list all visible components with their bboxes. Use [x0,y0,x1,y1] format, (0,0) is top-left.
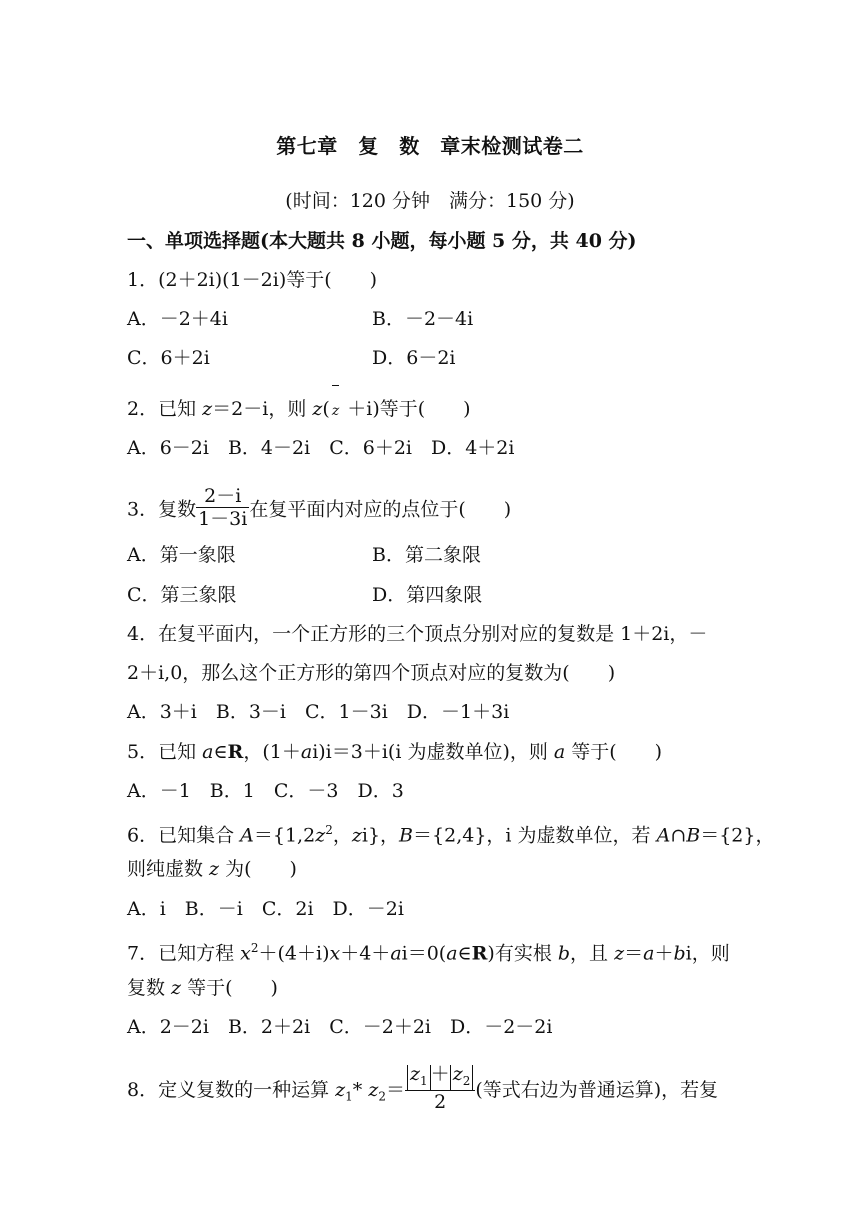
variable: a [553,741,566,763]
question-8-stem [127,1063,719,1116]
variable: B [686,824,701,847]
subscript: 2 [462,1073,471,1088]
variable: B [399,824,414,847]
text: i}， [361,824,400,847]
question-3-stem [127,485,512,533]
question-7-options: A．2－2i B．2＋2i C．－2＋2i D．－2－2i [127,1016,553,1038]
symbol: ∈ [213,741,228,763]
text: 2．已知 [127,398,203,420]
text: ＝ [624,942,644,965]
variable: z [614,942,625,965]
operator: * [352,1078,369,1101]
variable: z [209,858,220,880]
denominator: 1－3i [198,508,248,530]
question-1-option-a: A．－2＋4i [127,308,228,330]
variable: z [351,824,362,847]
variable: x [240,942,251,965]
conjugate [330,397,341,423]
text: ＋(4＋i) [258,942,330,965]
text: 3．复数 [127,498,197,521]
variable: z [315,824,326,847]
question-4-stem-line2: 2＋i,0，那么这个正方形的第四个顶点对应的复数为( ) [127,662,616,684]
modulus [407,1065,431,1090]
variable: A [656,824,671,847]
text: (等式右边为普通运算)，若复 [475,1078,719,1101]
text: 则纯虚数 [127,858,210,880]
exam-info: (时间：120 分钟 满分：150 分) [285,190,575,212]
exponent: 2 [250,941,259,955]
variable: a [300,741,313,763]
variable: b [673,942,686,965]
text: ＝{2}， [700,824,775,847]
question-1-option-d: D．6－2i [372,347,456,369]
variable: z [410,1063,421,1085]
variable: x [329,942,341,965]
text: ，且 [570,942,615,965]
question-1-option-c: C．6＋2i [127,347,210,369]
variable: z [452,1063,463,1085]
text: ＋i)等于( ) [341,398,471,420]
variable: z [202,398,213,420]
variable: z [312,398,323,420]
symbol: ∈ [457,942,472,965]
question-7-stem-line1 [127,936,730,965]
variable: z [335,1078,346,1101]
question-5-stem [127,740,662,764]
variable: A [240,824,254,847]
question-6-options: A．i B．－i C．2i D．－2i [127,898,404,920]
variable: a [446,942,458,965]
variable: a [390,942,402,965]
text: 6．已知集合 [127,824,241,847]
denominator: 2 [434,1090,447,1113]
text: 7．已知方程 [127,942,241,965]
text: i)i＝3＋i(i 为虚数单位)，则 [312,741,554,763]
question-3-option-a: A．第一象限 [127,544,236,566]
text: 等于( ) [565,741,663,763]
question-6-stem-line1 [127,818,774,847]
text: )有实根 [487,942,558,965]
real-set: R [471,942,488,965]
text: ＝{2,4}，i 为虚数单位，若 [413,824,657,847]
question-7-stem-line2 [127,976,278,1000]
text: i＝0( [401,942,447,965]
question-3-option-d: D．第四象限 [372,584,483,606]
section-heading: 一、单项选择题(本大题共 8 小题，每小题 5 分，共 40 分) [127,230,637,252]
text: 为( ) [219,858,297,880]
real-set: R [227,741,244,763]
question-1-stem: 1．(2＋2i)(1－2i)等于( ) [127,269,378,291]
numerator [405,1063,475,1091]
text: ， [332,824,352,847]
question-2-options: A．6－2i B．4－2i C．6＋2i D．4＋2i [127,437,515,459]
text: ( [322,398,330,420]
question-6-stem-line2 [127,857,297,881]
symbol: ＝ [386,1078,406,1101]
text: ＋4＋ [340,942,391,965]
fraction [196,485,249,530]
variable: z [171,977,182,999]
text: 5．已知 [127,741,203,763]
question-3-option-c: C．第三象限 [127,584,237,606]
symbol: ∩ [670,824,687,847]
fraction [405,1063,475,1113]
text: 8．定义复数的一种运算 [127,1078,336,1101]
variable: z [368,1078,379,1101]
text: ＝{1,2 [253,824,316,847]
text: ，(1＋ [243,741,301,763]
text: 等于( ) [181,977,278,999]
question-2-stem [127,397,471,423]
question-3-option-b: B．第二象限 [372,544,481,566]
question-4-options: A．3＋i B．3－i C．1－3i D．－1＋3i [127,701,510,723]
question-5-options: A．－1 B．1 C．－3 D．3 [127,780,404,802]
variable: b [557,942,571,965]
subscript: 1 [420,1073,428,1088]
exponent: 2 [325,823,333,837]
text: ＋ [654,942,674,965]
text: ＝2－i，则 [212,398,313,420]
question-4-stem-line1: 4．在复平面内，一个正方形的三个顶点分别对应的复数是 1＋2i，－ [127,623,708,645]
subscript: 1 [345,1089,353,1104]
symbol: ＋ [430,1063,450,1085]
text: i，则 [685,942,730,965]
question-1-option-b: B．－2－4i [372,308,474,330]
subscript: 2 [378,1089,386,1104]
page-title: 第七章 复 数 章末检测试卷二 [276,134,584,158]
text: 在复平面内对应的点位于( ) [249,498,512,521]
variable: a [643,942,655,965]
numerator: 2－i [196,485,249,508]
variable: z [331,403,340,419]
modulus [450,1065,474,1090]
text: 复数 [127,977,172,999]
variable: a [202,741,214,763]
